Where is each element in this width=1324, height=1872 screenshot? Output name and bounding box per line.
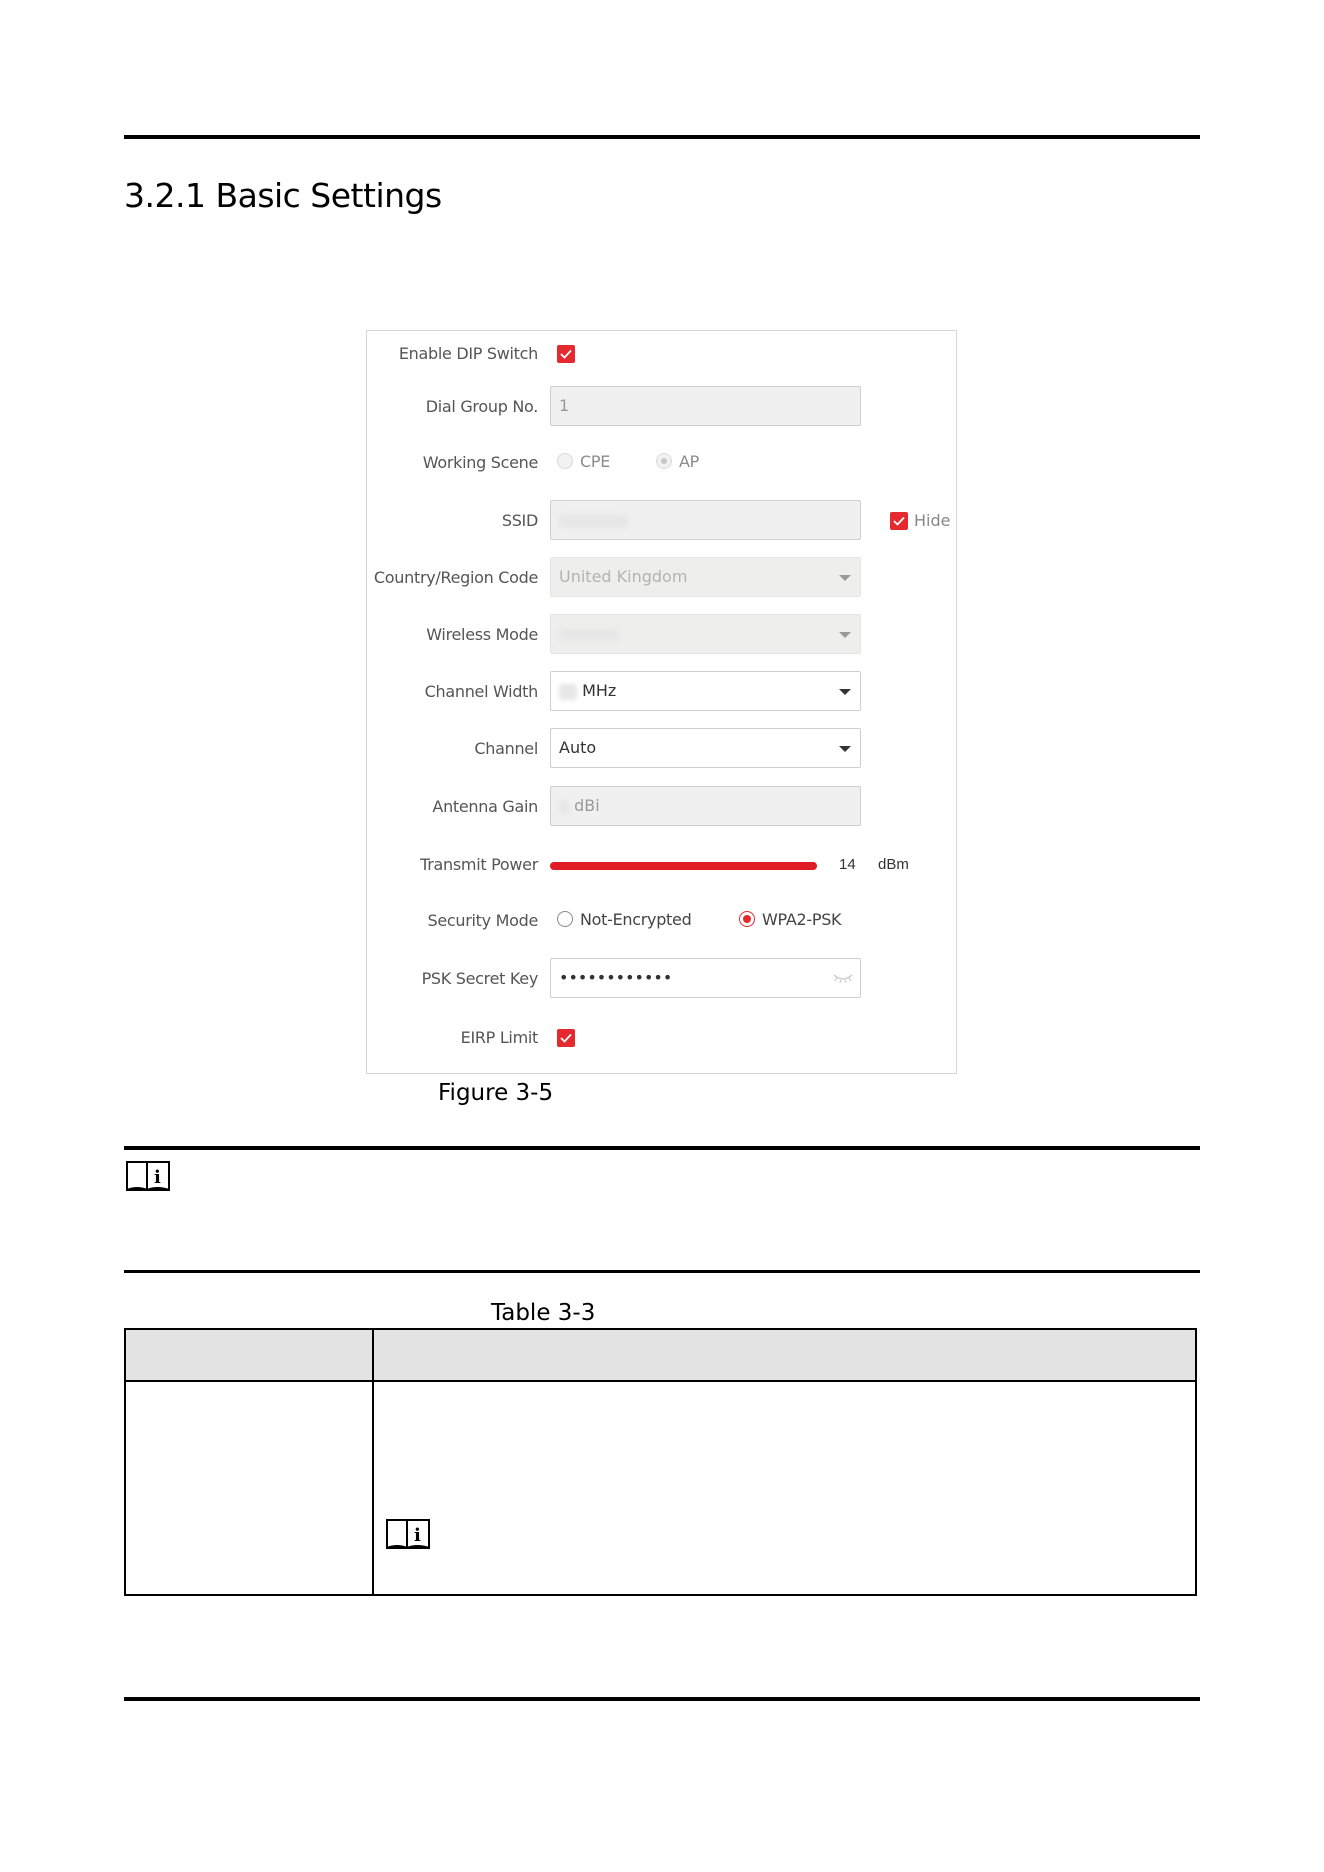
dial-group-no-input[interactable]: 1 — [550, 386, 861, 426]
ssid-input[interactable] — [550, 500, 861, 540]
working-scene-cpe-radio[interactable] — [557, 453, 573, 469]
section-title: 3.2.1 Basic Settings — [124, 176, 442, 215]
row-enable-dip-switch — [367, 333, 956, 375]
dropdown-caret-icon — [839, 575, 851, 581]
row-transmit-power — [367, 844, 956, 886]
ssid-hide-checkbox[interactable] — [890, 512, 908, 530]
dropdown-caret-icon — [839, 746, 851, 752]
transmit-power-label: Transmit Power — [420, 855, 538, 874]
antenna-gain-unit: dBi — [574, 796, 600, 815]
channel-width-redacted-value — [559, 684, 577, 700]
psk-secret-key-input[interactable] — [550, 958, 861, 998]
svg-text:i: i — [414, 1525, 421, 1546]
antenna-gain-label: Antenna Gain — [432, 797, 538, 816]
psk-secret-key-value: •••••••••••• — [559, 968, 673, 987]
country-region-code-value: United Kingdom — [559, 567, 688, 586]
wireless-mode-label: Wireless Mode — [426, 625, 538, 644]
header-rule — [124, 135, 1200, 139]
dropdown-caret-icon — [839, 632, 851, 638]
dropdown-caret-icon — [839, 689, 851, 695]
checkmark-icon — [559, 1031, 573, 1045]
channel-width-select[interactable] — [550, 671, 861, 711]
row-working-scene — [367, 442, 956, 484]
working-scene-ap-radio[interactable] — [656, 453, 672, 469]
wireless-mode-select[interactable] — [550, 614, 861, 654]
channel-label: Channel — [474, 739, 538, 758]
row-ssid — [367, 500, 956, 542]
row-dial-group-no — [367, 386, 956, 428]
table-caption: Table 3-3 — [491, 1300, 596, 1326]
parameter-table — [124, 1328, 1197, 1596]
channel-value: Auto — [559, 738, 597, 757]
svg-text:i: i — [154, 1167, 161, 1188]
row-channel-width — [367, 671, 956, 713]
ssid-label: SSID — [501, 511, 538, 530]
country-region-code-select[interactable] — [550, 557, 861, 597]
enable-dip-switch-checkbox[interactable] — [557, 345, 575, 363]
eirp-limit-label: EIRP Limit — [460, 1028, 538, 1047]
row-channel — [367, 728, 956, 770]
note-top-rule — [124, 1146, 1200, 1150]
security-mode-wpa2-psk-radio[interactable] — [739, 911, 755, 927]
table-column-divider — [372, 1330, 374, 1594]
note-book-icon — [385, 1518, 433, 1550]
country-region-code-label: Country/Region Code — [373, 568, 538, 587]
security-mode-wpa2-psk-label: WPA2-PSK — [762, 910, 842, 929]
eye-closed-icon[interactable] — [832, 971, 854, 985]
security-mode-label: Security Mode — [427, 911, 538, 930]
checkmark-icon — [559, 347, 573, 361]
working-scene-label: Working Scene — [422, 453, 538, 472]
row-security-mode — [367, 900, 956, 942]
figure-caption: Figure 3-5 — [438, 1080, 554, 1106]
transmit-power-unit: dBm — [878, 856, 909, 873]
ssid-redacted-value — [559, 514, 629, 528]
row-antenna-gain — [367, 786, 956, 828]
note-bottom-rule — [124, 1270, 1200, 1273]
row-country-region-code — [367, 557, 956, 599]
footer-rule — [124, 1697, 1200, 1701]
wireless-mode-redacted-value — [559, 629, 619, 641]
row-eirp-limit — [367, 1017, 956, 1059]
channel-width-unit: MHz — [582, 681, 617, 700]
ssid-hide-label: Hide — [914, 511, 951, 530]
channel-select[interactable] — [550, 728, 861, 768]
working-scene-cpe-label: CPE — [580, 452, 611, 471]
security-mode-not-encrypted-label: Not-Encrypted — [580, 910, 692, 929]
working-scene-ap-label: AP — [679, 452, 699, 471]
transmit-power-value: 14 — [839, 856, 856, 873]
checkmark-icon — [892, 514, 906, 528]
eirp-limit-checkbox[interactable] — [557, 1029, 575, 1047]
antenna-gain-input[interactable] — [550, 786, 861, 826]
security-mode-not-encrypted-radio[interactable] — [557, 911, 573, 927]
note-book-icon — [125, 1160, 173, 1192]
channel-width-label: Channel Width — [424, 682, 538, 701]
row-wireless-mode — [367, 614, 956, 656]
row-psk-secret-key — [367, 958, 956, 1000]
transmit-power-slider[interactable] — [550, 862, 817, 870]
basic-settings-panel — [366, 330, 957, 1074]
antenna-gain-redacted-value — [559, 800, 569, 814]
dial-group-no-label: Dial Group No. — [425, 397, 538, 416]
psk-secret-key-label: PSK Secret Key — [421, 969, 538, 988]
enable-dip-switch-label: Enable DIP Switch — [398, 344, 538, 363]
table-header-row — [126, 1330, 1195, 1382]
